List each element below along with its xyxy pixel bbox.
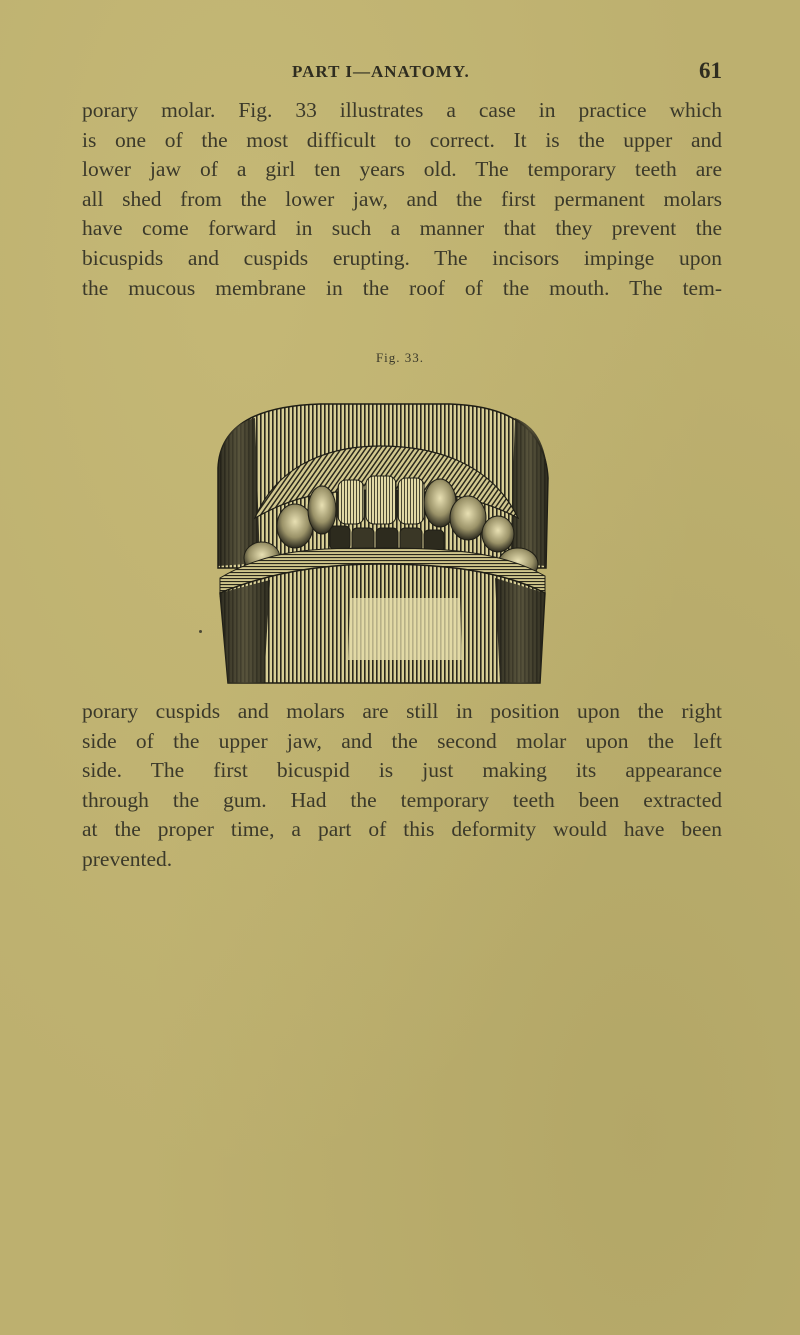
text-line: side. The first bicuspid is just making its appearance (82, 758, 722, 783)
running-head-title: PART I—ANATOMY. (292, 62, 470, 81)
text-line: all shed from the lower jaw, and the first permanent molars (82, 186, 722, 211)
text-line: porary cuspids and molars are still in position upon the right (82, 699, 722, 723)
text-line: at the proper time, a part of this deformity would have been (82, 817, 722, 842)
text-line: is one of the most difficult to correct. It is the upper and (82, 127, 722, 152)
text-line: lower jaw of a girl ten years old. The temporary teeth are (82, 157, 722, 182)
running-head (82, 58, 722, 92)
text-line: prevented. (82, 846, 173, 871)
text-line: bicuspids and cuspids erupting. The incisors impinge upon (82, 245, 722, 270)
dental-cast-illustration (200, 398, 560, 688)
text-line: through the gum. Had the temporary teeth been extracted (82, 787, 722, 812)
page-number: 61 (699, 58, 722, 83)
text-line: have come forward in such a manner that they prevent the (82, 216, 722, 241)
paragraph-top (82, 96, 722, 303)
paragraph-bottom (82, 697, 722, 875)
text-line: the mucous membrane in the roof of the mouth. The tem- (82, 275, 722, 300)
figure-caption: Fig. 33. (375, 350, 425, 365)
ink-speck (199, 630, 202, 633)
text-line: side of the upper jaw, and the second molar upon the left (82, 728, 722, 753)
text-line: porary molar. Fig. 33 illustrates a case in practice which (82, 98, 722, 122)
